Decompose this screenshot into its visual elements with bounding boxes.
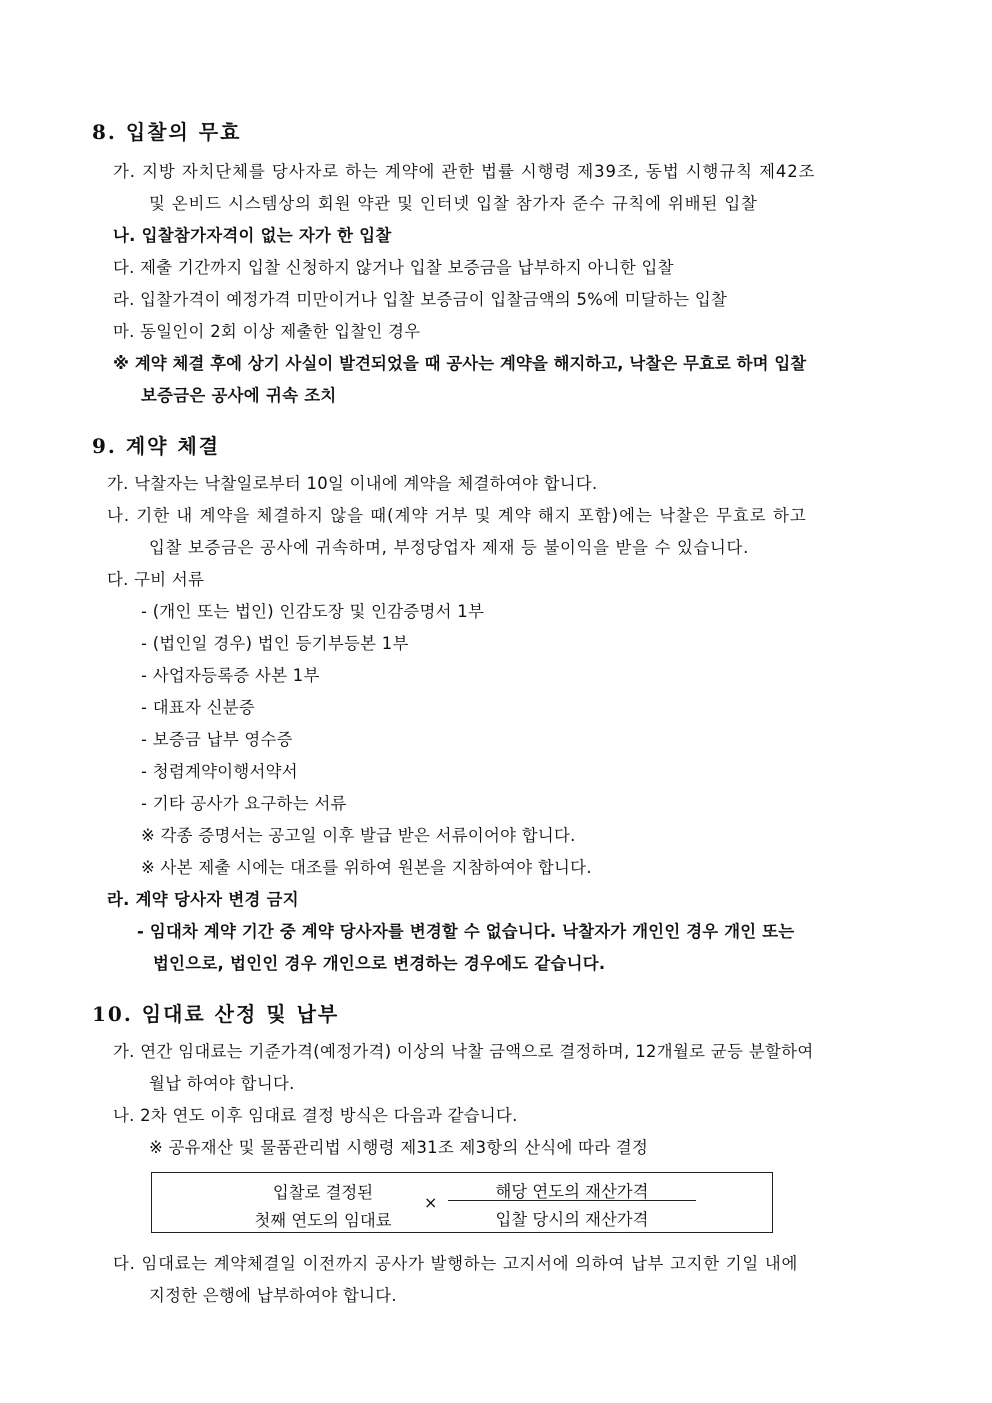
sec9-doc-6: - 청렴계약이행서약서 [141,762,298,781]
sec8-item-ra: 라. 입찰가격이 예정가격 미만이거나 입찰 보증금이 입찰금액의 5%에 미달하는 입찰 [113,290,728,309]
sec9-doc-5: - 보증금 납부 영수증 [141,730,293,749]
sec10-item-na: 나. 2차 연도 이후 임대료 결정 방식은 다음과 같습니다. [113,1106,518,1125]
sec9-doc-3: - 사업자등록증 사본 1부 [141,666,320,685]
sec9-doc-7: - 기타 공사가 요구하는 서류 [141,794,347,813]
sec10-item-da-cont: 지정한 은행에 납부하여야 합니다. [149,1286,397,1305]
sec9-item-ga: 가. 낙찰자는 낙찰일로부터 10일 이내에 계약을 체결하여야 합니다. [107,474,598,493]
fraction-bar [448,1200,696,1201]
sec8-item-ga: 가. 지방 자치단체를 당사자로 하는 계약에 관한 법률 시행령 제39조, 동법 시행규칙 제42조 [113,162,816,181]
sec9-item-ra: 라. 계약 당사자 변경 금지 [107,890,299,909]
multiply-symbol: × [424,1193,438,1212]
sec8-note: ※ 계약 체결 후에 상기 사실이 발견되었을 때 공사는 계약을 해지하고, 낙찰은 무효로 하며 입찰 [113,354,807,373]
sec8-item-na: 나. 입찰참가자격이 없는 자가 한 입찰 [113,226,392,245]
sec10-note: ※ 공유재산 및 물품관리법 시행령 제31조 제3항의 산식에 따라 결정 [149,1138,649,1157]
sec9-note-2: ※ 사본 제출 시에는 대조를 위하여 원본을 지참하여야 합니다. [141,858,592,877]
formula-denominator: 입찰 당시의 재산가격 [495,1210,649,1229]
sec9-item-na-cont: 입찰 보증금은 공사에 귀속하며, 부정당업자 제재 등 불이익을 받을 수 있습니다. [149,538,749,557]
sec8-note-cont: 보증금은 공사에 귀속 조치 [141,386,337,405]
sec10-item-ga: 가. 연간 임대료는 기준가격(예정가격) 이상의 낙찰 금액으로 결정하며, 12개월로 균등 분할하여 [113,1042,814,1061]
rent-formula-box [151,1172,773,1233]
sec8-item-da: 다. 제출 기간까지 입찰 신청하지 않거나 입찰 보증금을 납부하지 아니한 입찰 [113,258,674,277]
sec9-doc-4: - 대표자 신분증 [141,698,256,717]
sec10-item-ga-cont: 월납 하여야 합니다. [149,1074,295,1093]
sec9-item-da: 다. 구비 서류 [107,570,205,589]
sec9-doc-1: - (개인 또는 법인) 인감도장 및 인감증명서 1부 [141,602,485,621]
section-9-title: 9. 계약 체결 [92,434,221,458]
sec9-note-1: ※ 각종 증명서는 공고일 이후 발급 받은 서류이어야 합니다. [141,826,576,845]
sec8-item-ma: 마. 동일인이 2회 이상 제출한 입찰인 경우 [113,322,421,341]
formula-left-line2: 첫째 연도의 임대료 [254,1211,392,1230]
sec9-item-na: 나. 기한 내 계약을 체결하지 않을 때(계약 거부 및 계약 해지 포함)에는 낙찰은 무효로 하고 [107,506,807,525]
sec9-item-ra-detail-cont: 법인으로, 법인인 경우 개인으로 변경하는 경우에도 같습니다. [153,954,606,973]
sec10-item-da: 다. 임대료는 계약체결일 이전까지 공사가 발행하는 고지서에 의하여 납부 고지한 기일 내에 [113,1254,799,1273]
sec9-doc-2: - (법인일 경우) 법인 등기부등본 1부 [141,634,409,653]
sec9-item-ra-detail: - 임대차 계약 기간 중 계약 당사자를 변경할 수 없습니다. 낙찰자가 개인인 경우 개인 또는 [137,922,795,941]
formula-left-line1: 입찰로 결정된 [272,1183,374,1202]
sec8-item-ga-cont: 및 온비드 시스템상의 회원 약관 및 인터넷 입찰 참가자 준수 규칙에 위배된 입찰 [149,194,758,213]
section-8-title: 8. 입찰의 무효 [92,120,242,144]
section-10-title: 10. 임대료 산정 및 납부 [92,1002,340,1026]
formula-numerator: 해당 연도의 재산가격 [495,1182,649,1201]
